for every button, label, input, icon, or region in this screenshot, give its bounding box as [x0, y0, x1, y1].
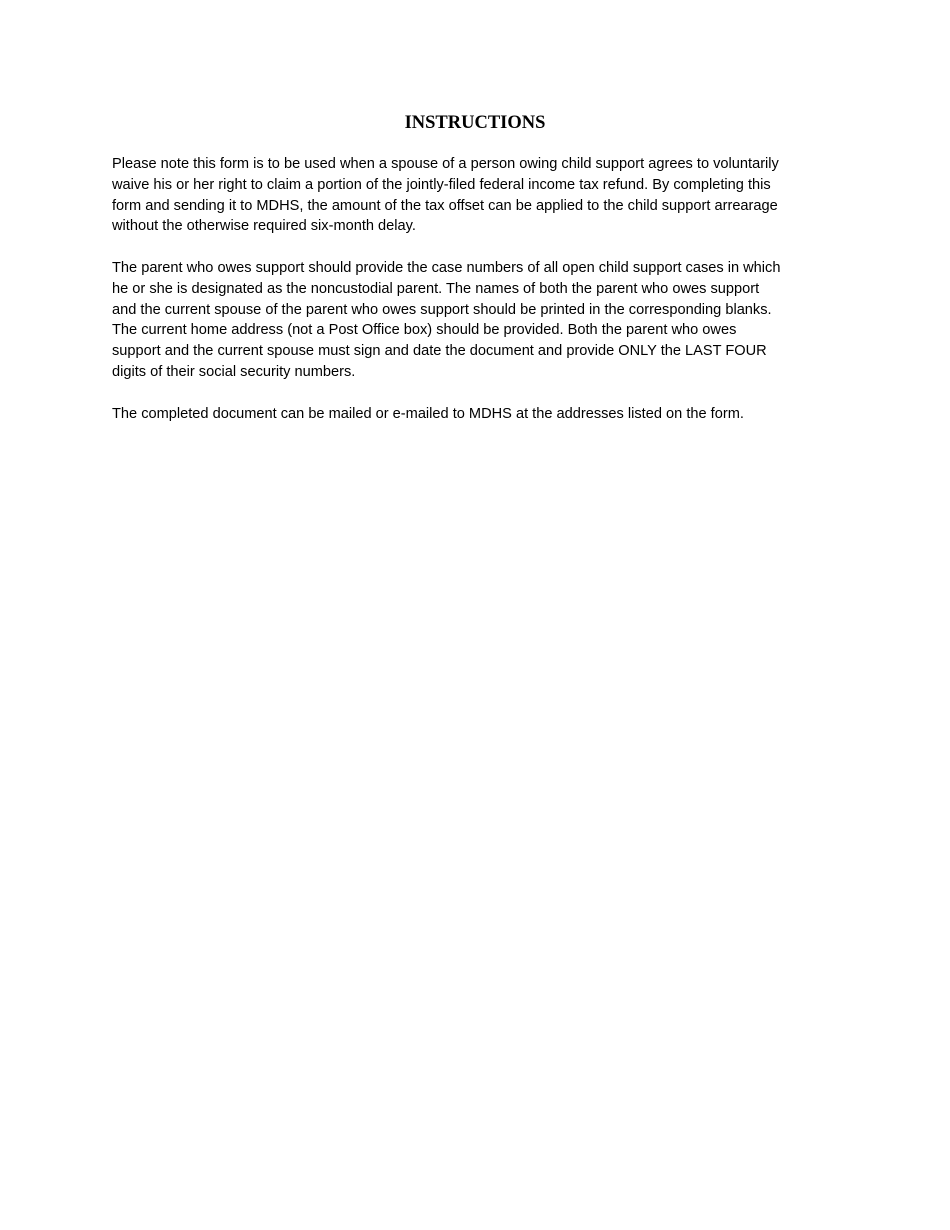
- instructions-paragraph-submission: [112, 404, 844, 425]
- page-title: INSTRUCTIONS: [404, 113, 546, 133]
- paragraph-line: The current home address (not a Post Office box) should be provided. Both the parent who owes: [112, 322, 737, 339]
- paragraph-line: and the current spouse of the parent who owes support should be printed in the corresponding blanks.: [112, 301, 772, 318]
- paragraph-line: The parent who owes support should provide the case numbers of all open child support cases in which: [112, 260, 781, 276]
- paragraph-line: The completed document can be mailed or e-mailed to MDHS at the addresses listed on the form.: [112, 406, 744, 422]
- paragraph-line: without the otherwise required six-month delay.: [112, 218, 416, 235]
- paragraph-line: Please note this form is to be used when a spouse of a person owing child support agrees to voluntarily: [112, 156, 779, 172]
- paragraph-line: form and sending it to MDHS, the amount of the tax offset can be applied to the child support arrearage: [112, 197, 778, 214]
- paragraph-line: digits of their social security numbers.: [112, 363, 356, 380]
- instructions-paragraph-requirements: [112, 258, 844, 383]
- paragraph-line: he or she is designated as the noncustodial parent. The names of both the parent who owes support: [112, 280, 760, 297]
- paragraph-line: support and the current spouse must sign and date the document and provide ONLY the LAST FOUR: [112, 343, 767, 360]
- paragraph-line: waive his or her right to claim a portion of the jointly-filed federal income tax refund. By completing this: [112, 176, 771, 193]
- instructions-paragraph-purpose: [112, 154, 844, 237]
